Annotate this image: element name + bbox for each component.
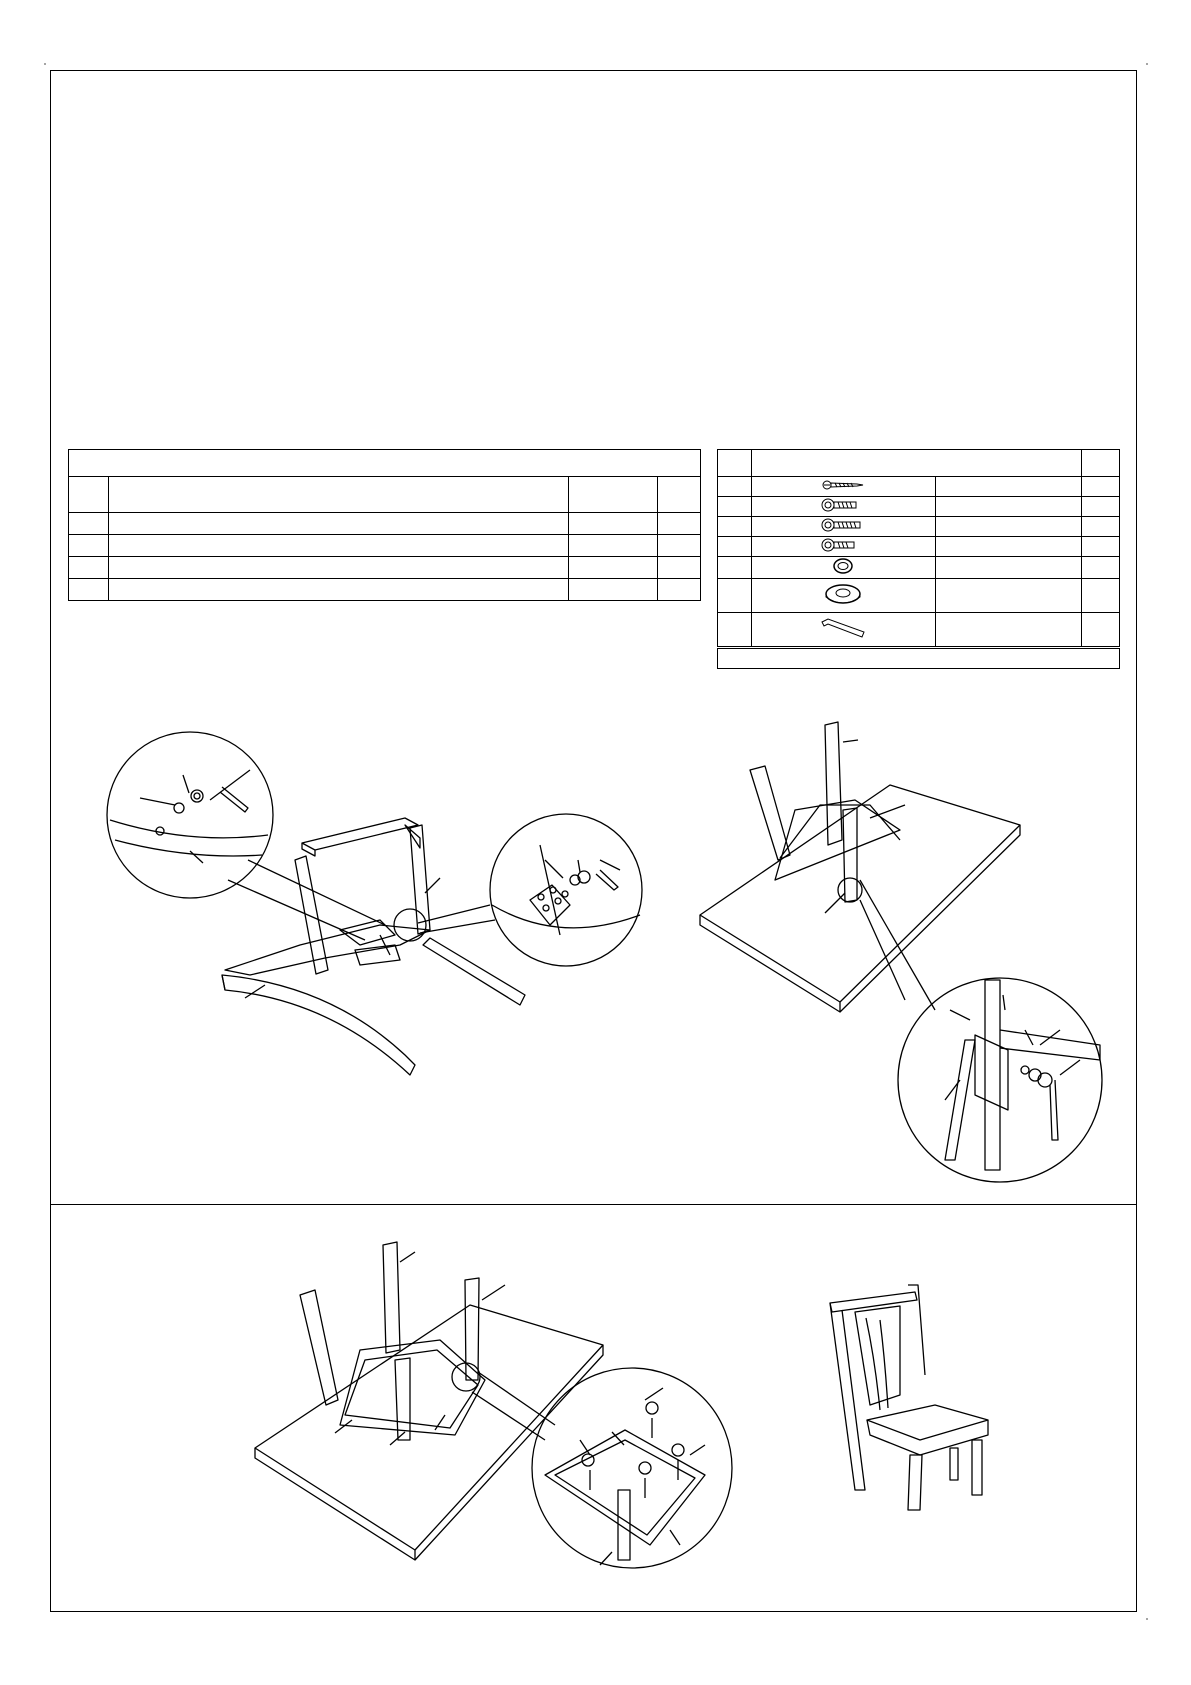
detail-circle xyxy=(107,732,273,898)
corner-mark xyxy=(1146,1618,1148,1620)
corner-mark xyxy=(44,63,46,65)
detail-circle xyxy=(490,814,642,966)
step-2-illustration xyxy=(700,722,1102,1182)
step-1-illustration xyxy=(107,732,642,1075)
step-4-illustration xyxy=(830,1285,988,1510)
corner-mark xyxy=(1146,63,1148,65)
step-3-illustration xyxy=(255,1242,732,1568)
detail-circle xyxy=(532,1368,732,1568)
